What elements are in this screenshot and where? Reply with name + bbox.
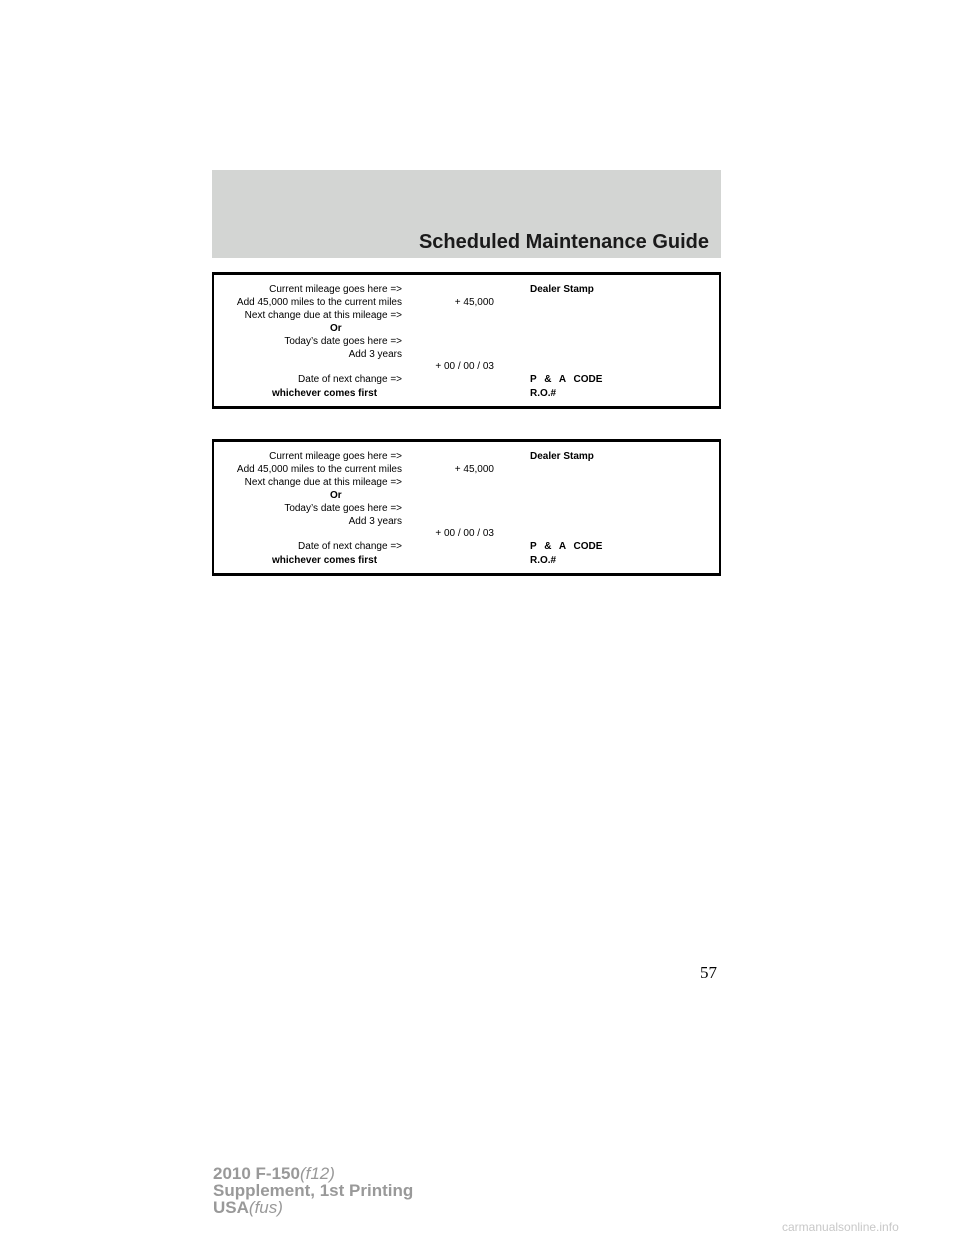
next-change-label: Next change due at this mileage => xyxy=(244,477,402,488)
page-title: Scheduled Maintenance Guide xyxy=(418,231,709,253)
date-next-change-label: Date of next change => xyxy=(298,541,402,552)
maintenance-record xyxy=(212,439,721,576)
page-number: 57 xyxy=(700,963,717,982)
footer-model: 2010 F-150 xyxy=(213,1164,300,1183)
current-mileage-label: Current mileage goes here => xyxy=(269,451,402,462)
date-next-change-label: Date of next change => xyxy=(298,374,402,385)
section-header xyxy=(212,170,721,258)
or-label: Or xyxy=(330,490,342,501)
watermark: carmanualsonline.info xyxy=(782,1220,899,1234)
or-label: Or xyxy=(330,323,342,334)
add-miles-label: Add 45,000 miles to the current miles xyxy=(236,297,402,308)
ro-label: R.O.# xyxy=(530,388,557,399)
add-years-label: Add 3 years xyxy=(348,349,402,360)
add-miles-value: + 45,000 xyxy=(454,464,494,475)
footer-region-code: (fus) xyxy=(248,1198,283,1217)
footer-imprint xyxy=(213,1165,413,1216)
whichever-label: whichever comes first xyxy=(272,555,378,566)
add-years-label: Add 3 years xyxy=(348,516,402,527)
pa-code-label: P & A CODE xyxy=(530,541,603,552)
footer-model-code: (f12) xyxy=(299,1164,335,1183)
dealer-stamp-label: Dealer Stamp xyxy=(530,451,594,462)
next-change-label: Next change due at this mileage => xyxy=(244,310,402,321)
pa-code-label: P & A CODE xyxy=(530,374,603,385)
add-years-value: + 00 / 00 / 03 xyxy=(435,528,494,539)
ro-label: R.O.# xyxy=(530,555,557,566)
maintenance-record xyxy=(212,272,721,409)
todays-date-label: Today’s date goes here => xyxy=(284,336,402,347)
todays-date-label: Today’s date goes here => xyxy=(284,503,402,514)
current-mileage-label: Current mileage goes here => xyxy=(269,284,402,295)
add-miles-value: + 45,000 xyxy=(454,297,494,308)
footer-region: USA xyxy=(213,1198,249,1217)
footer-model-line xyxy=(213,1165,413,1182)
add-years-value: + 00 / 00 / 03 xyxy=(435,361,494,372)
whichever-label: whichever comes first xyxy=(272,388,378,399)
footer-supplement: Supplement, 1st Printing xyxy=(213,1181,414,1200)
footer-region-line xyxy=(213,1199,413,1216)
add-miles-label: Add 45,000 miles to the current miles xyxy=(236,464,402,475)
dealer-stamp-label: Dealer Stamp xyxy=(530,284,594,295)
